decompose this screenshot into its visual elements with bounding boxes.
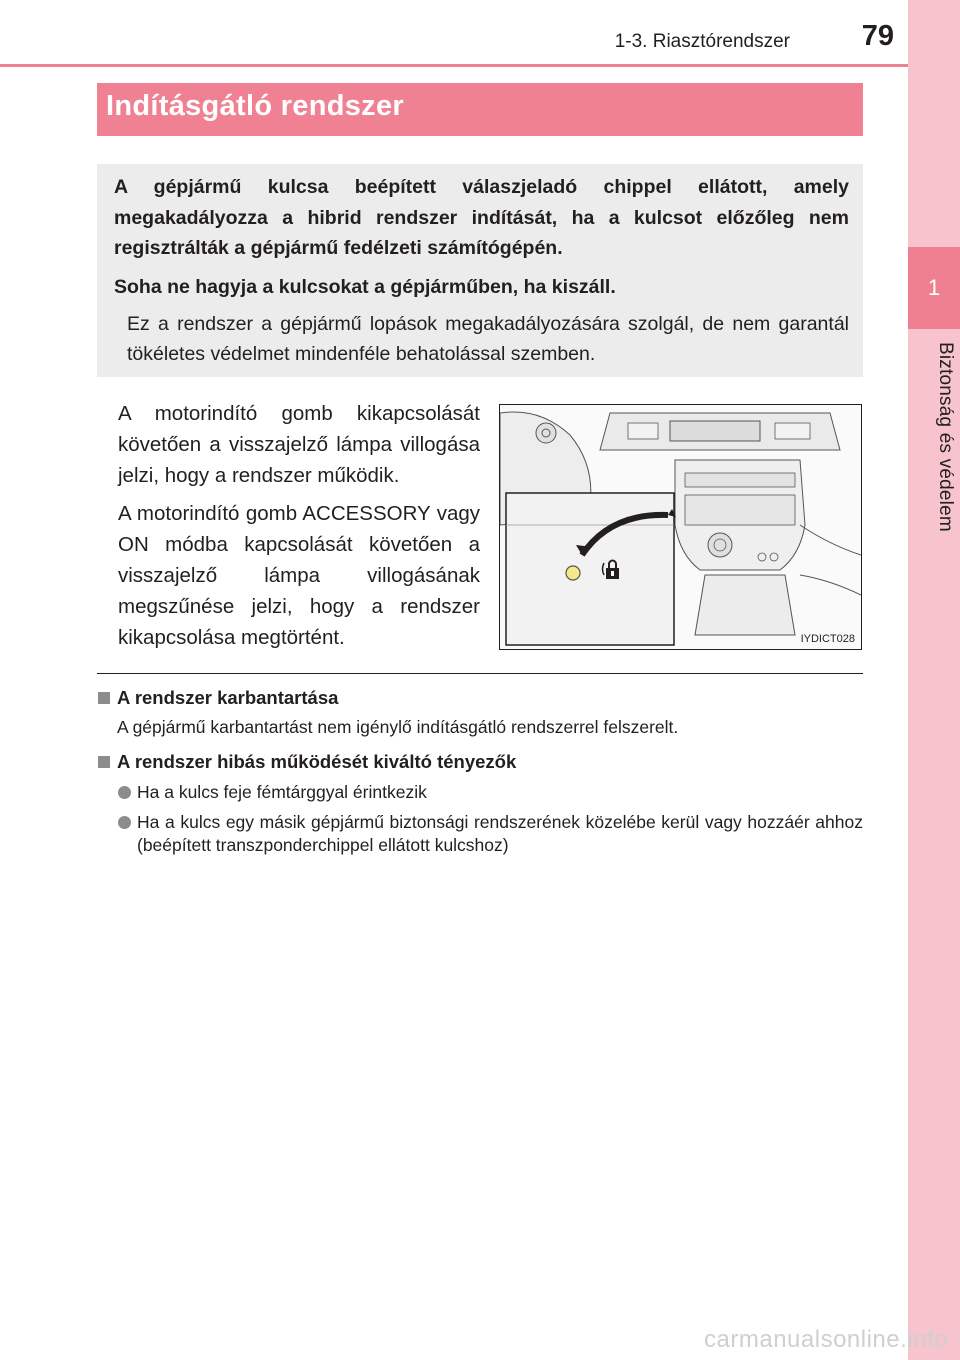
- note-heading-maintenance: [97, 686, 863, 710]
- chapter-side-tab: [908, 0, 960, 1360]
- note-text-maintenance: A gépjármű karbantartást nem igénylő indításgátló rendszerrel felszerelt.: [117, 717, 679, 737]
- intro-note: Ez a rendszer a gépjármű lopások megakadályozására szolgál, de nem garantál tökéletes védelmet mindenféle behatolással szemben.: [127, 312, 849, 365]
- intro-warning: Soha ne hagyja a kulcsokat a gépjárműben, ha kiszáll.: [114, 275, 616, 298]
- round-bullet-icon: [118, 786, 131, 799]
- chapter-number: 1: [908, 247, 960, 329]
- list-item: [97, 781, 863, 804]
- header-rule: [0, 64, 908, 67]
- section-divider: [97, 673, 863, 674]
- body-paragraph-2: A motorindító gomb ACCESSORY vagy ON módba kapcsolását követően a visszajelző lámpa villogásának megszűnése jelzi, hogy a rendszer kikapcsolása megtörtént.: [118, 502, 480, 649]
- list-item-text: Ha a kulcs egy másik gépjármű biztonsági rendszerének közelébe kerül vagy hozzáér ahhoz (beépített transzponderchippel ellátott kulcshoz): [137, 812, 863, 855]
- page-title: Indításgátló rendszer: [97, 83, 863, 136]
- note-heading-malfunction: [97, 750, 863, 774]
- page-number: 79: [861, 20, 894, 52]
- round-bullet-icon: [118, 816, 131, 829]
- note-heading-text: A rendszer hibás működését kiváltó tényezők: [117, 751, 517, 772]
- notes-section: [97, 686, 863, 857]
- square-bullet-icon: [98, 692, 110, 704]
- section-title: 1-3. Riasztórendszer: [614, 31, 790, 52]
- page-header: [0, 0, 908, 68]
- dashboard-illustration: [499, 404, 862, 650]
- body-paragraph-1: A motorindító gomb kikapcsolását követően a visszajelző lámpa villogása jelzi, hogy a rendszer működik.: [118, 402, 480, 487]
- list-item: [97, 811, 863, 857]
- dashboard-drawing: [500, 405, 861, 649]
- note-heading-text: A rendszer karbantartása: [117, 687, 339, 708]
- intro-box: [97, 164, 863, 377]
- figure-code: IYDICT028: [800, 633, 855, 645]
- intro-paragraph: A gépjármű kulcsa beépített válaszjeladó chippel ellátott, amely megakadályozza a hibrid rendszer indítását, ha a kulcsot előzőleg nem regisztrálták a gépjármű fedélzeti számítógépén.: [114, 176, 849, 259]
- list-item-text: Ha a kulcs feje fémtárggyal érintkezik: [137, 782, 427, 802]
- chapter-title: Biztonság és védelem: [935, 342, 956, 532]
- watermark: carmanualsonline.info: [704, 1326, 948, 1353]
- square-bullet-icon: [98, 756, 110, 768]
- body-text: [118, 398, 480, 660]
